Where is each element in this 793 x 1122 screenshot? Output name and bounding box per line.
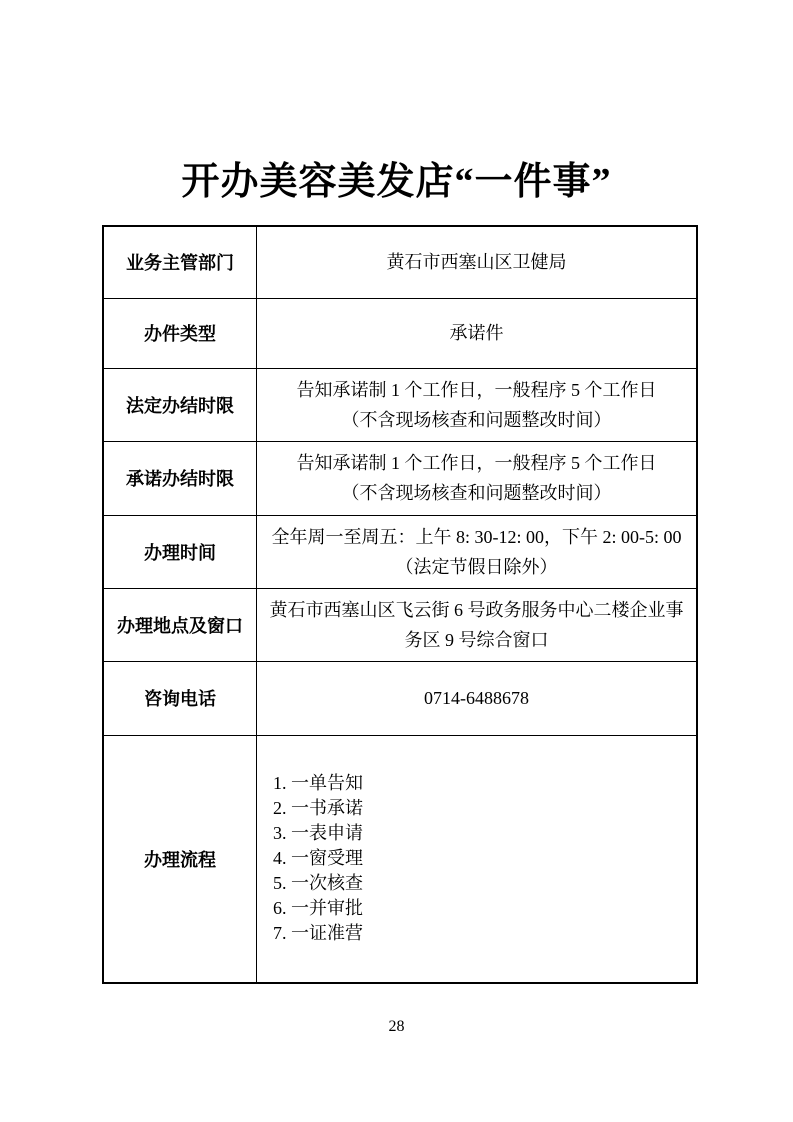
process-step: 7. 一证准营 xyxy=(273,923,363,944)
process-step: 6. 一并审批 xyxy=(273,898,363,919)
process-step: 1. 一单告知 xyxy=(273,773,363,794)
value-line: 告知承诺制 1 个工作日，一般程序 5 个工作日 xyxy=(296,453,657,473)
table-row xyxy=(103,226,697,298)
row-label: 办件类型 xyxy=(103,298,257,368)
row-value xyxy=(257,588,698,661)
row-value-process-list xyxy=(257,735,698,983)
row-value xyxy=(257,226,698,298)
row-label: 法定办结时限 xyxy=(103,368,257,441)
value-line: 黄石市西塞山区卫健局 xyxy=(386,252,567,273)
row-label: 办理时间 xyxy=(103,515,257,588)
value-line: 黄石市西塞山区飞云街 6 号政务服务中心二楼企业事 xyxy=(269,599,684,620)
row-value xyxy=(257,441,698,515)
process-step: 4. 一窗受理 xyxy=(273,848,363,869)
value-line: 0714-6488678 xyxy=(424,688,529,708)
value-line: 承诺件 xyxy=(449,323,504,343)
value-line: （法定节假日除外） xyxy=(395,556,558,577)
row-label: 办理地点及窗口 xyxy=(103,588,257,661)
table-row xyxy=(103,298,697,368)
process-step: 5. 一次核查 xyxy=(273,873,363,894)
row-label: 咨询电话 xyxy=(103,661,257,735)
table-row xyxy=(103,588,697,661)
row-label: 业务主管部门 xyxy=(103,226,257,298)
value-line: （不含现场核查和问题整改时间） xyxy=(341,483,612,503)
table-row xyxy=(103,368,697,441)
row-value xyxy=(257,661,698,735)
table-row xyxy=(103,515,697,588)
row-value xyxy=(257,298,698,368)
value-line: 务区 9 号综合窗口 xyxy=(404,629,549,650)
page-number: 28 xyxy=(388,1018,405,1035)
row-label: 承诺办结时限 xyxy=(103,441,257,515)
row-value xyxy=(257,368,698,441)
table-row xyxy=(103,661,697,735)
table-row xyxy=(103,735,697,983)
value-line: （不含现场核查和问题整改时间） xyxy=(341,409,612,430)
process-step: 2. 一书承诺 xyxy=(273,798,363,819)
value-line: 告知承诺制 1 个工作日，一般程序 5 个工作日 xyxy=(296,379,657,400)
row-label: 办理流程 xyxy=(103,735,257,983)
info-table xyxy=(102,225,698,984)
process-step: 3. 一表申请 xyxy=(273,823,363,844)
row-value xyxy=(257,515,698,588)
table-row xyxy=(103,441,697,515)
page-title: 开办美容美发店“一件事” xyxy=(181,161,612,203)
value-line: 全年周一至周五：上午 8: 30-12: 00，下午 2: 00-5: 00 xyxy=(271,526,682,547)
